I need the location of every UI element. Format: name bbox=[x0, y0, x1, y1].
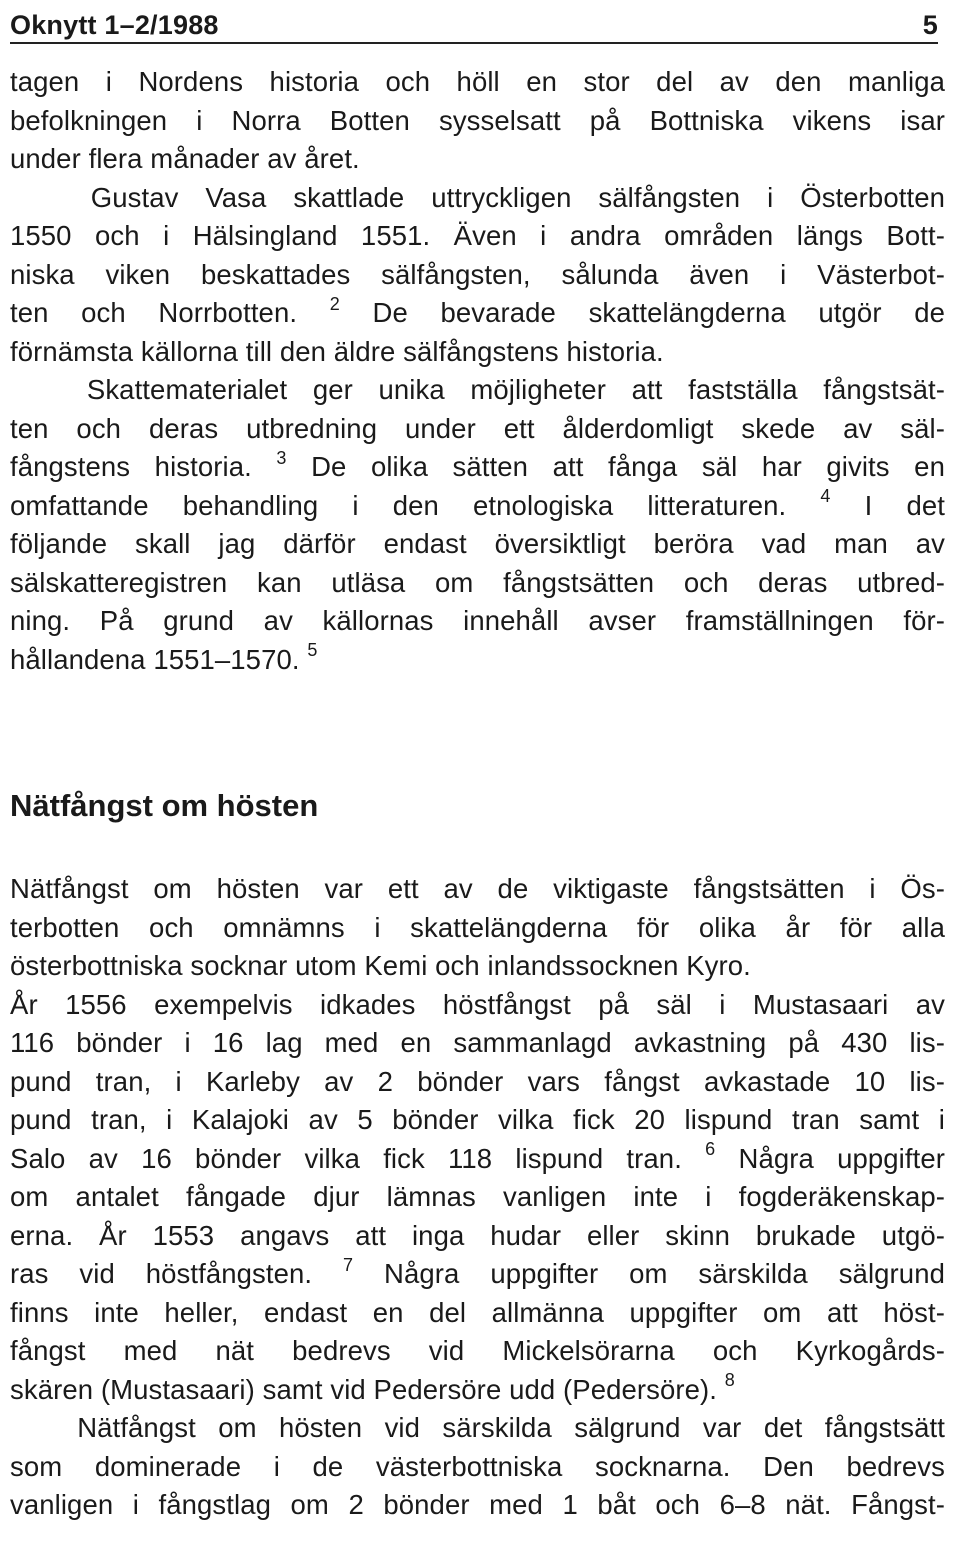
text-line bbox=[10, 602, 945, 641]
text-line bbox=[10, 371, 945, 410]
text-line bbox=[10, 1101, 945, 1140]
line-text: terbotten och omnämns i skattelängderna för olika år för alla bbox=[10, 911, 945, 943]
text-line bbox=[10, 140, 945, 179]
line-text: befolkningen i Norra Botten sysselsatt på Bottniska vikens isar bbox=[10, 104, 945, 136]
text-line bbox=[10, 1178, 945, 1217]
line-text: ning. På grund av källornas innehåll avser framställningen för- bbox=[10, 605, 945, 636]
line-text: omfattande behandling i den etnologiska litteraturen. bbox=[10, 489, 787, 521]
footnote-marker: 6 bbox=[705, 1139, 716, 1160]
line-text: År 1556 exempelvis idkades höstfångst på säl i Mustasaari av bbox=[10, 988, 945, 1020]
text-line bbox=[10, 63, 945, 102]
text-line bbox=[10, 1332, 945, 1371]
text-line bbox=[10, 217, 945, 256]
line-text: österbottniska socknar utom Kemi och inlandssocknen Kyro. bbox=[10, 950, 751, 981]
text-line bbox=[10, 1294, 945, 1333]
line-text-continued: I det bbox=[864, 489, 945, 521]
line-text: Salo av 16 bönder vilka fick 118 lispund tran. bbox=[10, 1142, 682, 1174]
text-line bbox=[10, 102, 945, 141]
footnote-marker: 8 bbox=[724, 1370, 735, 1391]
text-line bbox=[10, 525, 945, 564]
line-text: finns inte heller, endast en del allmänna uppgifter om att höst- bbox=[10, 1296, 945, 1328]
text-line bbox=[10, 294, 945, 333]
text-line bbox=[10, 1486, 945, 1525]
text-line bbox=[10, 448, 945, 487]
line-text: ten och Norrbotten. bbox=[10, 297, 298, 328]
text-line bbox=[10, 986, 945, 1025]
line-text-continued: De olika sätten att fånga säl har givits en bbox=[311, 451, 945, 482]
text-line bbox=[10, 1255, 945, 1294]
line-text: pund tran, i Kalajoki av 5 bönder vilka fick 20 lispund tran samt i bbox=[10, 1104, 945, 1135]
line-text: följande skall jag därför endast översiktligt beröra vad man av bbox=[10, 528, 945, 559]
text-line bbox=[10, 1140, 945, 1179]
section-heading: Nätfångst om hösten bbox=[10, 788, 319, 823]
text-line bbox=[10, 410, 945, 449]
page-number: 5 bbox=[922, 10, 938, 40]
text-line bbox=[10, 909, 945, 948]
line-text: ras vid höstfångsten. bbox=[10, 1258, 313, 1289]
text-line bbox=[10, 1448, 945, 1487]
text-line bbox=[10, 179, 945, 218]
line-text: niska viken beskattades sälfångsten, sålunda även i Västerbot- bbox=[10, 258, 945, 290]
line-text: 1550 och i Hälsingland 1551. Även i andra områden längs Bott- bbox=[10, 220, 945, 251]
text-line bbox=[10, 564, 945, 603]
line-text: Nätfångst om hösten vid särskilda sälgrund var det fångstsätt bbox=[10, 1412, 945, 1443]
line-text: erna. År 1553 angavs att inga hudar eller skinn brukade utgö- bbox=[10, 1219, 945, 1251]
line-text: sälskatteregistren kan utläsa om fångstsätten och deras utbred- bbox=[10, 566, 945, 598]
text-line bbox=[10, 1217, 945, 1256]
line-text: skären (Mustasaari) samt vid Pedersöre udd (Pedersöre). bbox=[10, 1373, 718, 1405]
line-text: fångst med nät bedrevs vid Mickelsörarna och Kyrkogårds- bbox=[10, 1335, 945, 1366]
text-line bbox=[10, 870, 945, 909]
text-line bbox=[10, 256, 945, 295]
line-text: Gustav Vasa skattlade uttryckligen sälfångsten i Österbotten bbox=[10, 181, 945, 213]
line-text: Skattematerialet ger unika möjligheter att fastställa fångstsät- bbox=[10, 374, 945, 405]
line-text: pund tran, i Karleby av 2 bönder vars fångst avkastade 10 lis- bbox=[10, 1065, 945, 1097]
line-text: under flera månader av året. bbox=[10, 143, 360, 174]
line-text-continued: Några uppgifter bbox=[738, 1142, 945, 1174]
line-text: hållandena 1551–1570. bbox=[10, 643, 300, 675]
footnote-marker: 7 bbox=[343, 1254, 354, 1275]
journal-title: Oknytt 1–2/1988 bbox=[10, 10, 219, 40]
running-head bbox=[10, 6, 938, 44]
footnote-marker: 2 bbox=[329, 293, 340, 314]
text-line bbox=[10, 333, 945, 372]
footnote-marker: 5 bbox=[307, 640, 318, 661]
text-line bbox=[10, 1024, 945, 1063]
line-text: fångstens historia. bbox=[10, 451, 252, 482]
line-text-continued: De bevarade skattelängderna utgör de bbox=[372, 297, 945, 328]
line-text: vanligen i fångstlag om 2 bönder med 1 båt och 6–8 nät. Fångst- bbox=[10, 1489, 945, 1520]
line-text: tagen i Nordens historia och höll en stor del av den manliga bbox=[10, 66, 945, 97]
footnote-marker: 3 bbox=[276, 447, 287, 468]
text-line bbox=[10, 487, 945, 526]
text-line bbox=[10, 1409, 945, 1448]
line-text: som dominerade i de västerbottniska socknarna. Den bedrevs bbox=[10, 1450, 945, 1482]
text-line bbox=[10, 1371, 945, 1410]
line-text: förnämsta källorna till den äldre sälfångstens historia. bbox=[10, 335, 664, 367]
line-text: ten och deras utbredning under ett ålderdomligt skede av säl- bbox=[10, 412, 945, 444]
line-text: om antalet fångade djur lämnas vanligen inte i fogderäkenskap- bbox=[10, 1181, 945, 1212]
text-line bbox=[10, 641, 945, 680]
text-line bbox=[10, 947, 945, 986]
line-text-continued: Några uppgifter om särskilda sälgrund bbox=[384, 1258, 945, 1289]
text-line bbox=[10, 1063, 945, 1102]
line-text: Nätfångst om hösten var ett av de viktigaste fångstsätten i Ös- bbox=[10, 873, 945, 904]
footnote-marker: 4 bbox=[820, 486, 831, 507]
line-text: 116 bönder i 16 lag med en sammanlagd avkastning på 430 lis- bbox=[10, 1027, 945, 1058]
section-paragraphs bbox=[10, 870, 945, 1525]
intro-paragraphs bbox=[10, 63, 945, 679]
